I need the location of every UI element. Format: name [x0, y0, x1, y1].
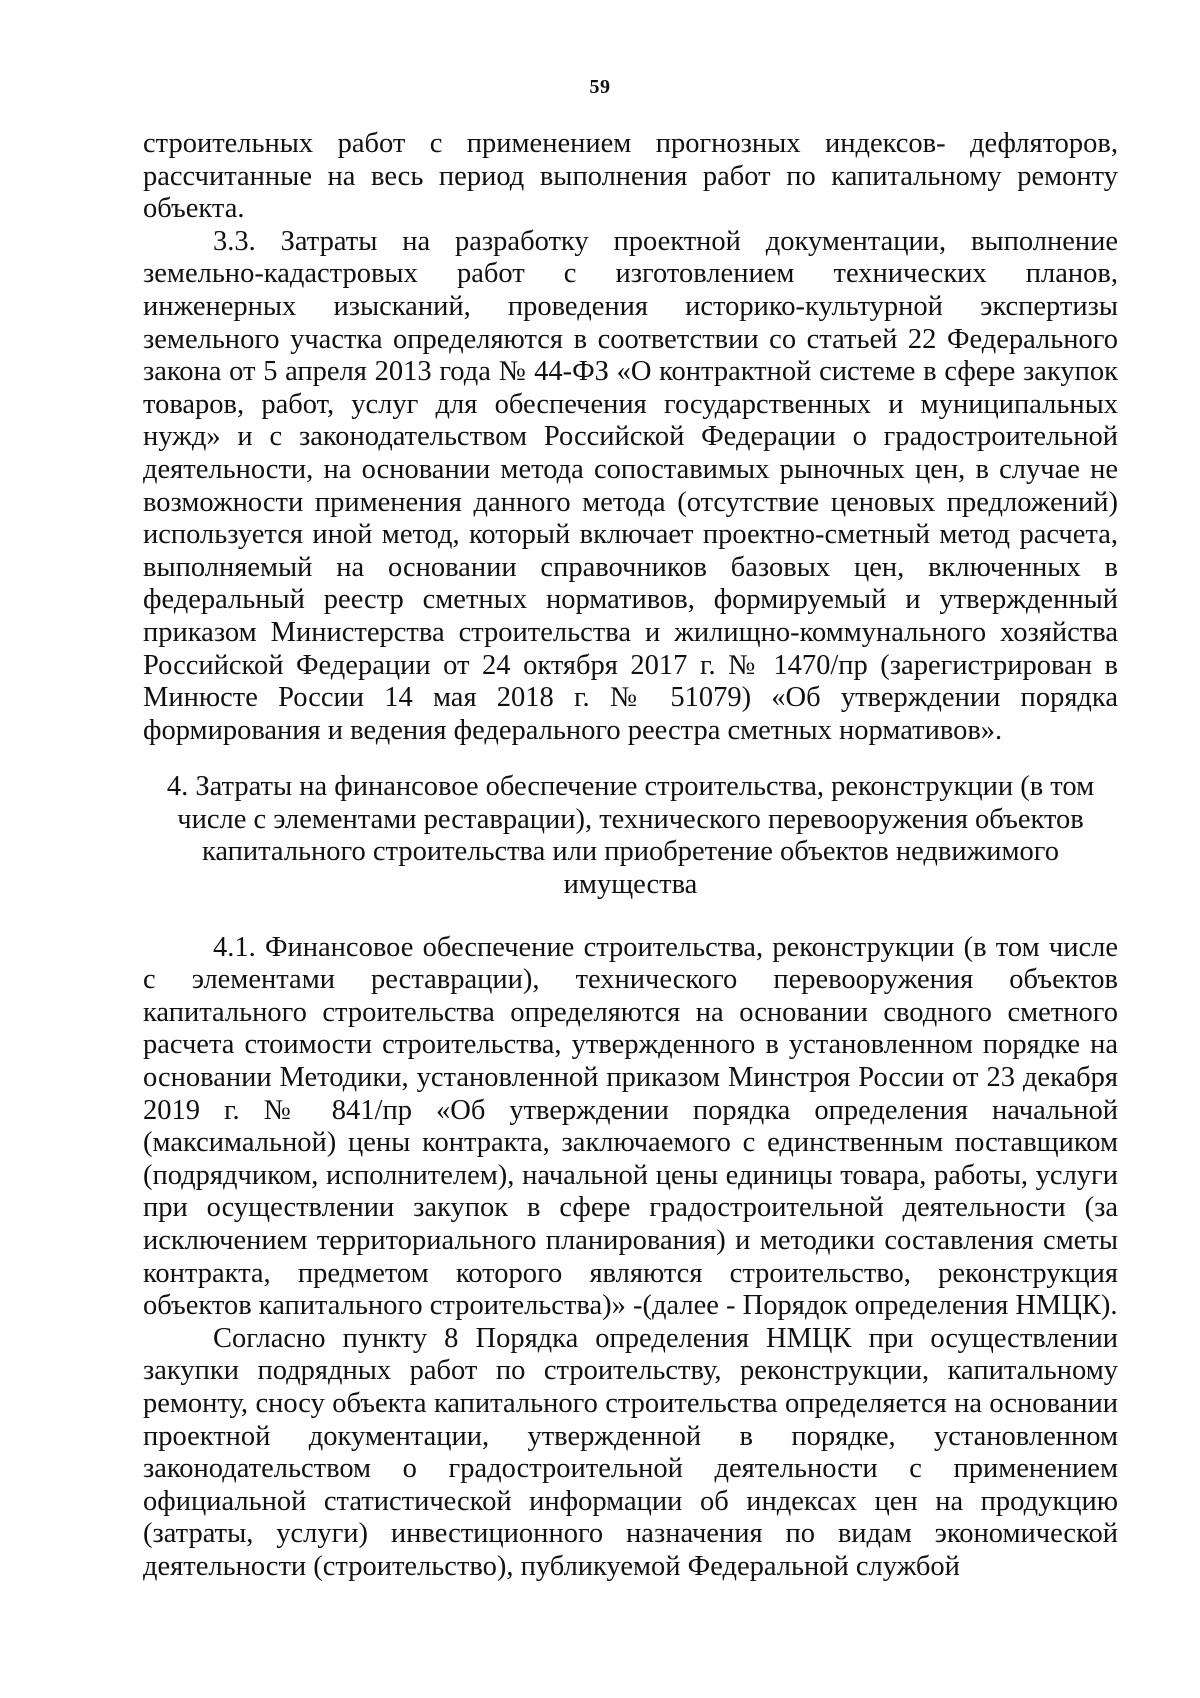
paragraph-3-3: 3.3. Затраты на разработку проектной документации, выполнение земельно-кадастровых работ с изготовлением технических планов, инженерных изысканий, проведения историко-культурной экспертизы земельного участка определяются в соответствии со статьей 22 Федерального закона от 5 апреля 2013 года № 44-ФЗ «О контрактной системе в сфере закупок товаров, работ, услуг для обеспечения государственных и муниципальных нужд» и с законодательством Российской Федерации о градостроительной деятельности, на основании метода сопоставимых рыночных цен, в случае не возможности применения данного метода (отсутствие ценовых предложений) используется иной метод, который включает проектно-сметный метод расчета, выполняемый на основании справочников базовых цен, включенных в федеральный реестр сметных нормативов, формируемый и утвержденный приказом Министерства строительства и жилищно-коммунального хозяйства Российской Федерации от 24 октября 2017 г. № 1470/пр (зарегистрирован в Минюсте России 14 мая 2018 г. № 51079) «Об утверждении порядка формирования и ведения федерального реестра сметных нормативов». [143, 225, 1118, 746]
paragraph-continuation: строительных работ с применением прогнозных индексов- дефляторов, рассчитанные на весь период выполнения работ по капитальному ремонту объекта. [143, 128, 1118, 225]
heading-line: имущества [563, 869, 698, 901]
heading-line: капитального строительства или приобретение объектов недвижимого [201, 836, 1060, 868]
section-heading-4 [163, 771, 1098, 901]
page-number: 59 [589, 76, 611, 98]
paragraph-4-1-continued: Согласно пункту 8 Порядка определения НМЦК при осуществлении закупки подрядных работ по строительству, реконструкции, капитальному ремонту, сносу объекта капитального строительства определяется на основании проектной документации, утвержденной в порядке, установленном законодательством о градостроительной деятельности с применением официальной статистической информации об индексах цен на продукцию (затраты, услуги) инвестиционного назначения по видам экономической деятельности (строительство), публикуемой Федеральной службой [143, 1322, 1118, 1582]
heading-line: 4. Затраты на финансовое обеспечение строительства, реконструкции (в том [166, 771, 1095, 803]
paragraph-4-1: 4.1. Финансовое обеспечение строительства, реконструкции (в том числе с элементами реставрации), технического перевооружения объектов капитального строительства определяются на основании сводного сметного расчета стоимости строительства, утвержденного в установленном порядке на основании Методики, установленной приказом Минстроя России от 23 декабря 2019 г. № 841/пр «Об утверждении порядка определения начальной (максимальной) цены контракта, заключаемого с единственным поставщиком (подрядчиком, исполнителем), начальной цены единицы товара, работы, услуги при осуществлении закупок в сфере градостроительной деятельности (за исключением территориального планирования) и методики составления сметы контракта, предметом которого являются строительство, реконструкция объектов капитального строительства)» -(далее - Порядок определения НМЦК). [143, 931, 1118, 1322]
heading-line: числе с элементами реставрации), технического перевооружения объектов [177, 803, 1084, 835]
document-body [143, 128, 1118, 1584]
